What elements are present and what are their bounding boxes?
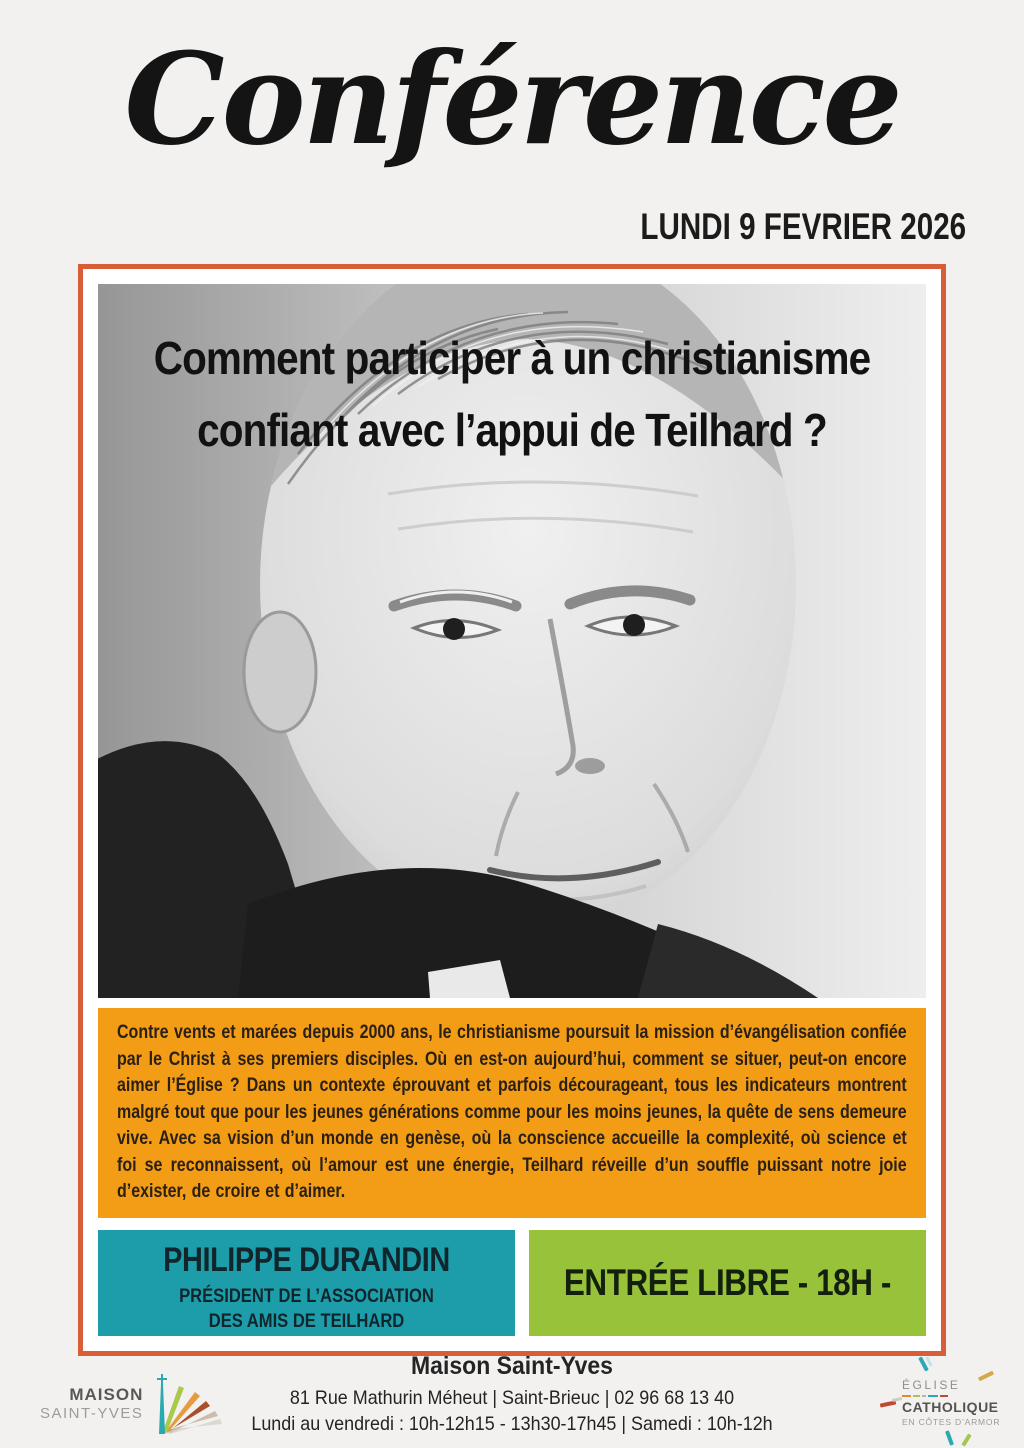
maison-logo-line-2: SAINT-YVES <box>40 1405 144 1423</box>
color-dash-icon <box>892 1397 902 1402</box>
question-line-2: confiant avec l’appui de Teilhard ? <box>197 404 827 456</box>
admission-text: ENTRÉE LIBRE - 18H - <box>563 1261 892 1303</box>
portrait-photo <box>98 284 926 998</box>
eglise-logo-line-2: CATHOLIQUE <box>902 1399 999 1415</box>
venue-name: Maison Saint-Yves <box>411 1352 613 1380</box>
description-text: Contre vents et marées depuis 2000 ans, le christianisme poursuit la mission d’évangélisation confiée par le Christ à ses premiers disciples. Où en est-on aujourd’hui, comment se situer, peut-on encore aimer l’Église ? Dans un contexte éprouvant et parfois décourageant, tous les indicateurs montrent malgré tout que pour les jeunes générations comme pour les moins jeunes, la quête de sens demeure vive. Avec sa vision d’un monde en genèse, où la conscience accueille la complexité, où science et foi se reconnaissent, où l’amour est une énergie, Teilhard réveille d’un souffle puissant notre joie d’exister, de croire et d’aimer. <box>117 1021 907 1202</box>
info-row <box>98 1230 926 1336</box>
speaker-role-line-1: PRÉSIDENT DE L’ASSOCIATION <box>179 1284 434 1307</box>
maison-logo-line-1: MAISON <box>69 1385 144 1404</box>
page-title: Conférence <box>124 25 900 173</box>
question-line-1: Comment participer à un christianisme <box>153 332 871 384</box>
question-headline <box>98 322 926 466</box>
admission-panel <box>529 1230 926 1336</box>
venue-info <box>0 1352 1024 1436</box>
venue-hours: Lundi au vendredi : 10h-12h15 - 13h30-17h45 | Samedi : 10h-12h <box>251 1413 773 1435</box>
speaker-role-line-2: DES AMIS DE TEILHARD <box>208 1309 405 1332</box>
speaker-panel <box>98 1230 515 1336</box>
poster-frame <box>78 264 946 1356</box>
color-dashes-icon <box>902 1395 1000 1397</box>
venue-address: 81 Rue Mathurin Méheut | Saint-Brieuc | 02 96 68 13 40 <box>289 1387 735 1409</box>
color-dash-icon <box>961 1433 971 1446</box>
speaker-name: PHILIPPE DURANDIN <box>163 1240 450 1279</box>
event-date: LUNDI 9 FEVRIER 2026 <box>640 206 966 247</box>
eglise-logo-line-3: EN CÔTES D’ARMOR <box>902 1416 1001 1427</box>
eglise-logo-line-1: ÉGLISE <box>902 1378 961 1392</box>
color-dash-icon <box>945 1430 954 1445</box>
description-panel <box>98 1008 926 1218</box>
eglise-catholique-logo <box>884 1360 1014 1446</box>
